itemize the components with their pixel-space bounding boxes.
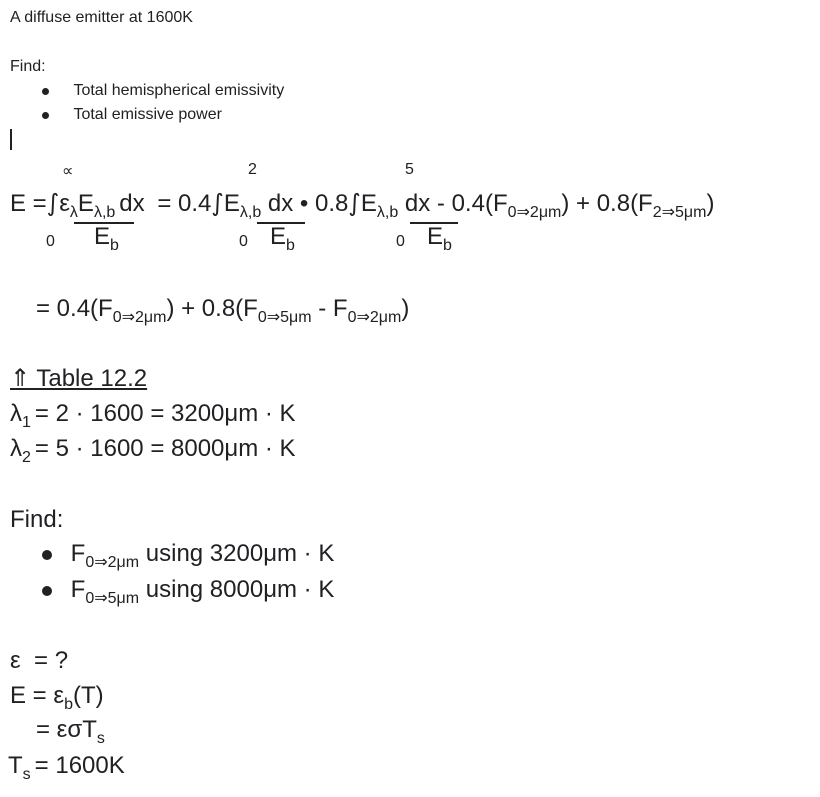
eq-dx: dx	[119, 190, 145, 217]
bullet-icon	[42, 550, 52, 560]
upper-limit: 5	[405, 161, 414, 178]
eq2-sub-a: 0⇒2μm	[112, 309, 167, 326]
ts-sub: s	[22, 766, 31, 783]
lambda-2-line	[10, 435, 296, 466]
lambda-symbol: λ	[10, 400, 22, 427]
epsilon-line: ε = ?	[10, 647, 69, 674]
eq2-part2: ) + 0.8(F	[166, 295, 258, 322]
lower-limit: 0	[46, 233, 55, 250]
eq2-sub-c: 0⇒2μm	[347, 309, 402, 326]
den-E: E	[94, 223, 111, 250]
surface-temp-line	[8, 752, 125, 783]
lambda-symbol: λ	[10, 435, 22, 462]
bullet-icon	[42, 88, 49, 95]
denominator	[94, 223, 119, 254]
den-E: E	[270, 223, 287, 250]
equation-line-2	[36, 295, 410, 326]
find-sub: 0⇒2μm	[85, 554, 140, 571]
bullet-icon	[42, 586, 52, 596]
lambda-1-line	[10, 400, 296, 431]
eq-line-sub: s	[96, 730, 105, 747]
eq-sub-2-5: 2⇒5μm	[652, 204, 707, 221]
eq-E-sub: λ,b	[93, 204, 116, 221]
find-item	[42, 540, 335, 571]
text-cursor[interactable]	[10, 129, 12, 150]
bullet-text: Total emissive power	[73, 106, 222, 123]
lambda-2-rhs: = 5 · 1600 = 8000μm · K	[34, 435, 296, 462]
find-label: Find:	[10, 58, 46, 75]
ts-a: T	[8, 752, 23, 779]
table-reference: ⇑ Table 12.2	[10, 365, 148, 392]
eq-eps-sub: λ	[69, 204, 78, 221]
e-line-sub: b	[64, 696, 73, 713]
eq2-sub-b: 0⇒5μm	[257, 309, 312, 326]
upper-limit: 2	[248, 161, 257, 178]
stefan-boltzmann-line	[36, 716, 105, 747]
den-E: E	[427, 223, 444, 250]
eq2-part1: = 0.4(F	[36, 295, 113, 322]
eq-E: E	[77, 190, 94, 217]
denominator	[427, 223, 452, 254]
denominator	[270, 223, 295, 254]
lambda-2-sub: 2	[22, 449, 31, 466]
bullet-item	[42, 106, 222, 124]
e-line-b: (T)	[72, 682, 104, 709]
eq-eps: ε	[59, 190, 70, 217]
eq-coef2: dx • 0.8	[267, 190, 349, 217]
eq2-part3: - F	[311, 295, 348, 322]
lower-limit: 0	[396, 233, 405, 250]
integral-sign: ∫	[348, 189, 361, 217]
bullet-icon	[42, 112, 49, 119]
find-text: using 8000μm · K	[139, 576, 335, 603]
find-F: F	[70, 540, 86, 567]
equation-line-1	[10, 189, 715, 221]
eq2-part4: )	[401, 295, 410, 322]
eq-E: E	[360, 190, 377, 217]
emissive-power-line	[10, 682, 104, 713]
eq-tail1: dx - 0.4(F	[404, 190, 508, 217]
bullet-text: Total hemispherical emissivity	[73, 82, 285, 99]
find-text: using 3200μm · K	[139, 540, 335, 567]
eq-E: E	[223, 190, 240, 217]
bullet-item	[42, 82, 284, 100]
eq-sub-0-2: 0⇒2μm	[507, 204, 562, 221]
eq-lhs: E =	[10, 190, 47, 217]
eq-close: )	[706, 190, 715, 217]
lambda-1-rhs: = 2 · 1600 = 3200μm · K	[34, 400, 296, 427]
upper-limit: ∝	[62, 163, 74, 180]
eq-coef1: = 0.4	[157, 190, 212, 217]
lower-limit: 0	[239, 233, 248, 250]
find-label-2: Find:	[10, 506, 64, 533]
integral-sign: ∫	[211, 189, 224, 217]
integral-sign: ∫	[46, 189, 60, 217]
e-line-a: E = ε	[10, 682, 65, 709]
find-sub: 0⇒5μm	[85, 590, 140, 607]
lambda-1-sub: 1	[22, 414, 31, 431]
eq-tail2: ) + 0.8(F	[561, 190, 653, 217]
den-sub: b	[443, 237, 452, 254]
ts-b: = 1600K	[34, 752, 125, 779]
find-F: F	[70, 576, 86, 603]
title-text: A diffuse emitter at 1600K	[10, 9, 193, 26]
eq-E-sub: λ,b	[239, 204, 262, 221]
den-sub: b	[286, 237, 295, 254]
eq-E-sub: λ,b	[376, 204, 399, 221]
den-sub: b	[110, 237, 119, 254]
find-item	[42, 576, 335, 607]
eq-line: = εσT	[36, 716, 97, 743]
